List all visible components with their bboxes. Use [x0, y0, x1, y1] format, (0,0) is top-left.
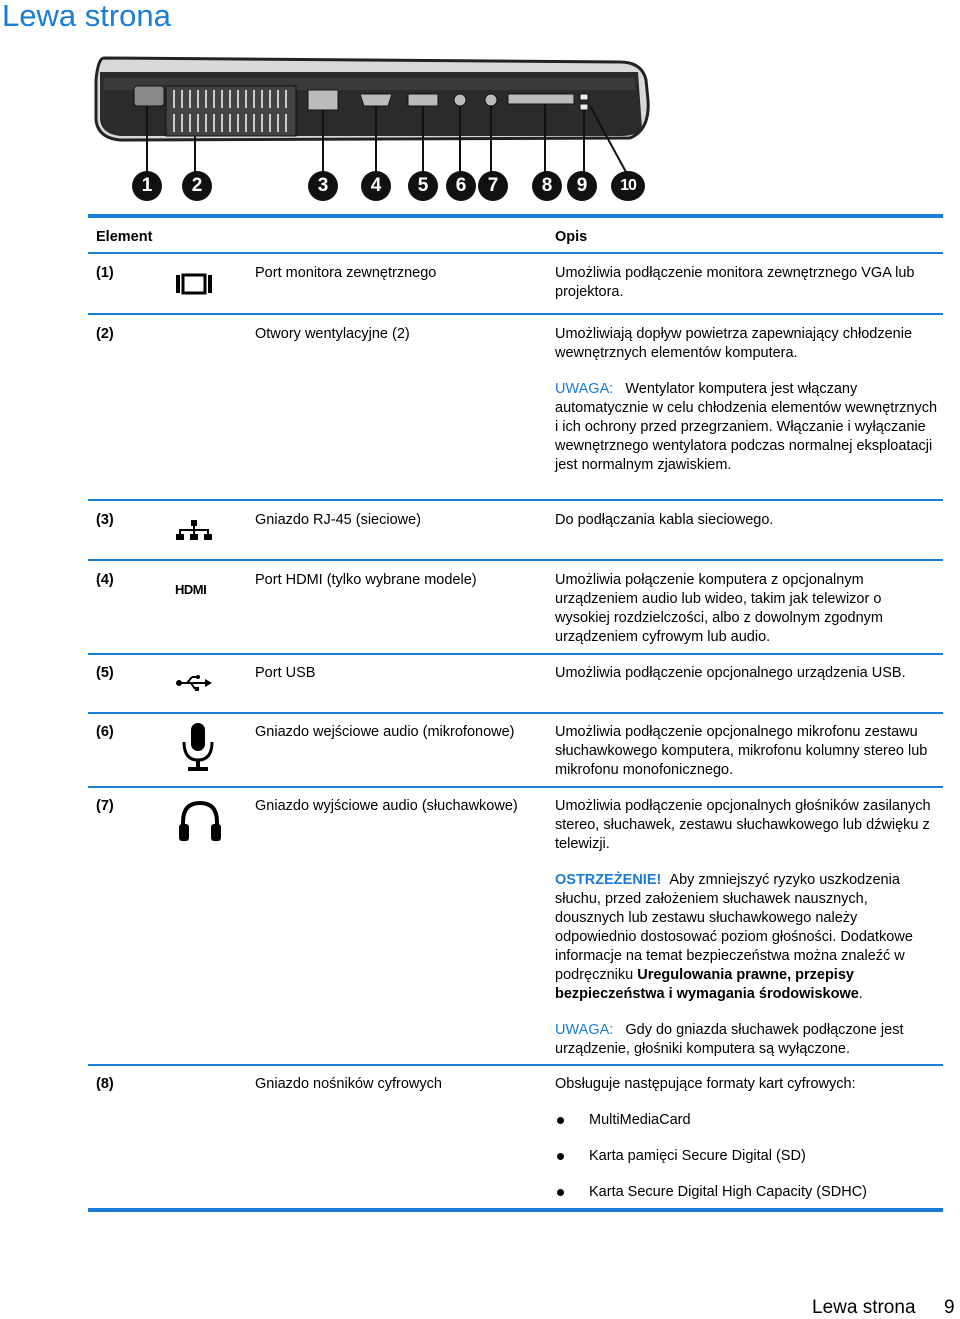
bullet-marker	[557, 1189, 564, 1196]
callout-1: 1	[132, 171, 162, 201]
row-description: Umożliwia podłączenie opcjonalnych głośników zasilanych stereo, słuchawek, zestawu słuchawkowego lub dźwięku z telewizji.	[555, 798, 931, 852]
row-divider	[88, 786, 943, 788]
footer-section-label: Lewa strona	[812, 1297, 916, 1318]
row-description: Obsługuje następujące formaty kart cyfrowych:	[555, 1076, 856, 1092]
note-text: Wentylator komputera jest włączany automatycznie w celu chłodzenia elementów wewnętrznych i ich ochrony przed przegrzaniem. Włączanie i wyłączanie wewnętrznego wentylatora podczas normalnej eksploatacji jest normalnym zjawiskiem.	[555, 381, 938, 473]
list-item: Karta pamięci Secure Digital (SD)	[589, 1148, 806, 1164]
bullet-marker	[557, 1153, 564, 1160]
note-block	[555, 380, 940, 475]
row-description: Umożliwiają dopływ powietrza zapewniający chłodzenie wewnętrznych elementów komputera.	[555, 326, 913, 361]
note-label: UWAGA:	[555, 381, 614, 397]
row-number: (7)	[96, 798, 114, 814]
table-top-rule	[88, 214, 943, 218]
row-description: Do podłączania kabla sieciowego.	[555, 512, 774, 528]
row-number: (3)	[96, 512, 114, 528]
row-divider	[88, 1064, 943, 1066]
callout-3: 3	[308, 171, 338, 201]
row-number: (8)	[96, 1076, 114, 1092]
row-number: (2)	[96, 326, 114, 342]
table-bottom-rule	[88, 1208, 943, 1212]
row-description: Umożliwia podłączenie opcjonalnego urządzenia USB.	[555, 665, 906, 681]
row-name: Gniazdo wyjściowe audio (słuchawkowe)	[255, 798, 518, 814]
callout-10: 10	[611, 171, 645, 201]
row-divider	[88, 559, 943, 561]
row-name: Port USB	[255, 665, 316, 681]
header-description: Opis	[555, 229, 588, 245]
row-number: (4)	[96, 572, 114, 588]
list-item: Karta Secure Digital High Capacity (SDHC)	[589, 1184, 868, 1200]
laptop-left-side-illustration	[90, 50, 650, 208]
note-label: UWAGA:	[555, 1022, 614, 1038]
callout-8: 8	[532, 171, 562, 201]
row-divider	[88, 499, 943, 501]
row-name: Gniazdo RJ-45 (sieciowe)	[255, 512, 422, 528]
bullet-marker	[557, 1117, 564, 1124]
row-number: (6)	[96, 724, 114, 740]
headphones-icon	[178, 800, 222, 847]
row-name: Gniazdo wejściowe audio (mikrofonowe)	[255, 724, 515, 740]
row-name: Otwory wentylacyjne (2)	[255, 326, 410, 342]
warning-end: .	[858, 986, 863, 1002]
row-name: Gniazdo nośników cyfrowych	[255, 1076, 442, 1092]
note-block	[555, 1021, 940, 1059]
callout-5: 5	[408, 171, 438, 201]
row-name: Port monitora zewnętrznego	[255, 265, 437, 281]
warning-reference: Uregulowania prawne, przepisy bezpieczeństwa i wymagania środowiskowe	[555, 967, 859, 1002]
network-icon	[175, 519, 213, 546]
note-text: Gdy do gniazda słuchawek podłączone jest urządzenie, głośniki komputera są wyłączone.	[555, 1022, 904, 1057]
hdmi-icon: HDMI	[175, 582, 207, 597]
list-item: MultiMediaCard	[589, 1112, 691, 1128]
callout-6: 6	[446, 171, 476, 201]
row-number: (1)	[96, 265, 114, 281]
usb-icon	[175, 674, 213, 697]
callout-4: 4	[361, 171, 391, 201]
page-number: 9	[944, 1297, 955, 1318]
row-number: (5)	[96, 665, 114, 681]
row-divider	[88, 313, 943, 315]
vga-port-icon	[175, 272, 213, 301]
microphone-icon	[180, 722, 216, 777]
row-description: Umożliwia połączenie komputera z opcjonalnym urządzeniem audio lub wideo, takim jak telewizor o wysokiej rozdzielczości, albo z dowolnym zgodnym urządzeniem cyfrowym lub audio.	[555, 572, 883, 645]
callout-2: 2	[182, 171, 212, 201]
callout-7: 7	[478, 171, 508, 201]
warning-text: Aby zmniejszyć ryzyko uszkodzenia słuchu, przed założeniem słuchawek nausznych, dousznych lub zestawu słuchawkowego należy odpowiednio dostosować poziom głośności. Dodatkowe informacje na temat bezpieczeństwa można znaleźć w podręczniku	[555, 872, 913, 983]
row-name: Port HDMI (tylko wybrane modele)	[255, 572, 477, 588]
row-divider	[88, 653, 943, 655]
callout-9: 9	[567, 171, 597, 201]
row-description: Umożliwia podłączenie opcjonalnego mikrofonu zestawu słuchawkowego komputera, mikrofonu kolumny stereo lub mikrofonu monofonicznego.	[555, 724, 928, 778]
warning-block	[555, 871, 940, 1004]
page-title: Lewa strona	[2, 0, 171, 33]
warning-label: OSTRZEŻENIE!	[555, 872, 662, 888]
row-divider	[88, 712, 943, 714]
header-rule	[88, 252, 943, 254]
header-element: Element	[96, 229, 153, 245]
row-description: Umożliwia podłączenie monitora zewnętrznego VGA lub projektora.	[555, 265, 915, 300]
